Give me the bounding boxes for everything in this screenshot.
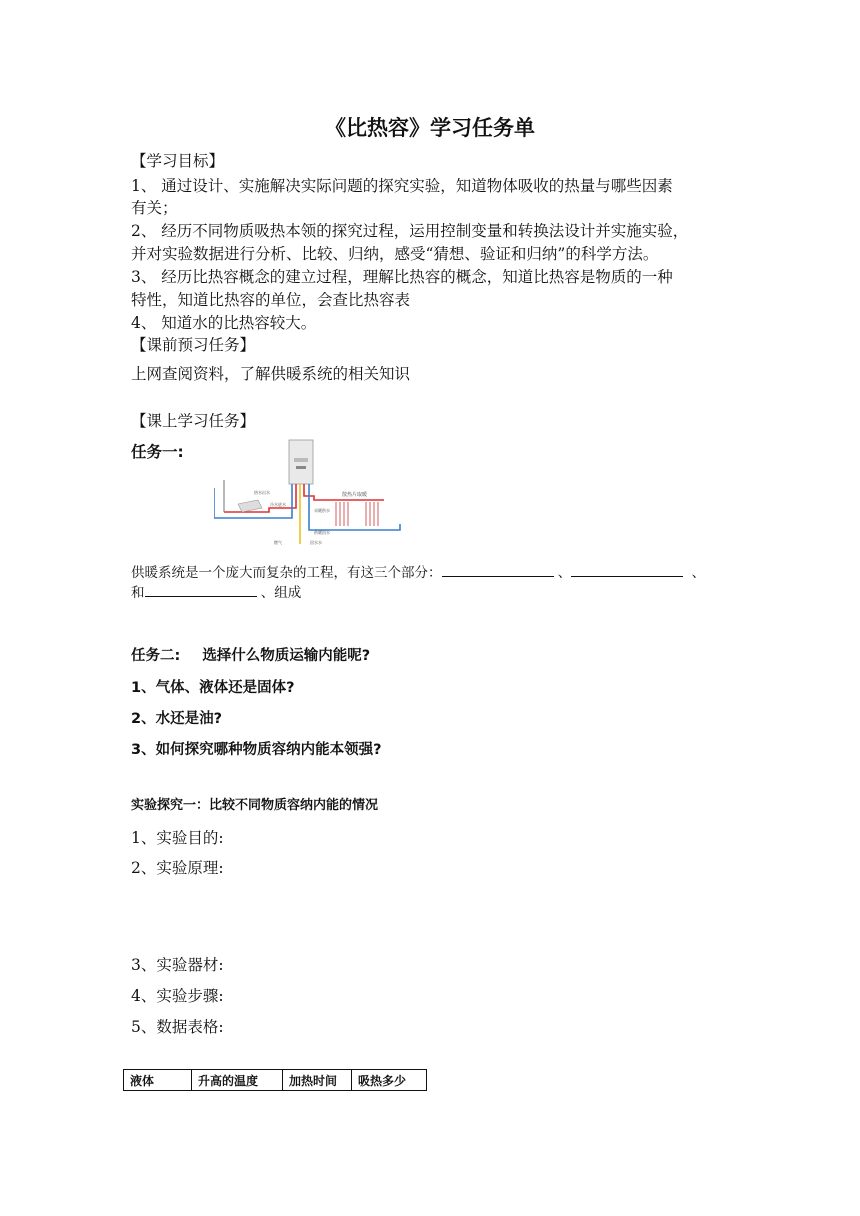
question-1: 1、气体、液体还是固体? xyxy=(131,680,295,696)
diagram-label: 采暖供水 xyxy=(314,508,330,513)
separator: 、 xyxy=(557,565,572,581)
experiment-step: 5、数据表格: xyxy=(131,1018,224,1036)
objective-line: 3、 经历比热容概念的建立过程，理解比热容的概念，知道比热容是物质的一种 xyxy=(131,268,673,286)
objective-line: 1、 通过设计、实施解决实际问题的探究实验，知道物体吸收的热量与哪些因素 xyxy=(131,177,673,195)
experiment-title: 实验探究一：比较不同物质容纳内能的情况 xyxy=(131,798,379,813)
task2-label: 任务二: xyxy=(131,648,181,664)
diagram-label: 散热片取暖 xyxy=(342,492,368,498)
question-3: 3、如何探究哪种物质容纳内能本领强? xyxy=(131,742,382,758)
preview-heading: 【课前预习任务】 xyxy=(131,336,256,354)
class-tasks-heading: 【课上学习任务】 xyxy=(131,412,256,430)
separator: 、 xyxy=(691,565,706,581)
objective-line: 特性，知道比热容的单位，会查比热容表 xyxy=(131,291,411,309)
objective-line: 4、 知道水的比热容较大。 xyxy=(131,314,317,332)
diagram-label: 冷水进水 xyxy=(270,502,286,507)
heating-text: 和 xyxy=(131,585,145,601)
objective-line: 2、 经历不同物质吸热本领的探究过程，运用控制变量和转换法设计并实施实验， xyxy=(131,222,689,240)
experiment-step: 4、实验步骤: xyxy=(131,987,224,1005)
sink-icon xyxy=(238,500,262,512)
table-header-cell: 升高的温度 xyxy=(192,1070,283,1091)
table-header-row xyxy=(124,1070,427,1091)
table-header-cell: 液体 xyxy=(124,1070,192,1091)
experiment-step: 3、实验器材: xyxy=(131,956,224,974)
objectives-heading: 【学习目标】 xyxy=(131,152,225,170)
answer-blank[interactable] xyxy=(442,562,554,577)
answer-blank[interactable] xyxy=(571,562,683,577)
task2-question: 选择什么物质运输内能呢? xyxy=(202,648,371,664)
experiment-step: 1、实验目的: xyxy=(131,829,224,847)
question-2: 2、水还是油? xyxy=(131,711,222,727)
heating-fill-line-2 xyxy=(131,581,301,601)
table-header-cell: 吸热多少 xyxy=(352,1070,427,1091)
page-title: 《比热容》学习任务单 xyxy=(325,115,535,140)
experiment-step: 2、实验原理: xyxy=(131,859,224,877)
diagram-label: 供暖回水 xyxy=(314,530,330,535)
heating-fill-line-1 xyxy=(131,561,705,581)
radiator-icon xyxy=(336,502,378,526)
heating-text: 供暖系统是一个庞大而复杂的工程，有这三个部分： xyxy=(131,565,442,581)
heating-system-diagram xyxy=(214,438,414,550)
diagram-label: 燃气 xyxy=(274,540,282,545)
task2-line xyxy=(131,644,370,665)
diagram-label: 热水出水 xyxy=(254,490,270,495)
preview-text: 上网查阅资料，了解供暖系统的相关知识 xyxy=(131,365,411,383)
heating-text: 、组成 xyxy=(260,585,302,601)
objective-line: 并对实验数据进行分析、比较、归纳，感受“猜想、验证和归纳”的科学方法。 xyxy=(131,245,659,263)
diagram-label: 回水水 xyxy=(310,540,322,545)
table-header-cell: 加热时间 xyxy=(283,1070,352,1091)
objective-line: 有关； xyxy=(131,199,178,217)
answer-blank[interactable] xyxy=(145,582,257,597)
task1-label: 任务一: xyxy=(131,443,184,461)
data-table xyxy=(123,1069,427,1091)
